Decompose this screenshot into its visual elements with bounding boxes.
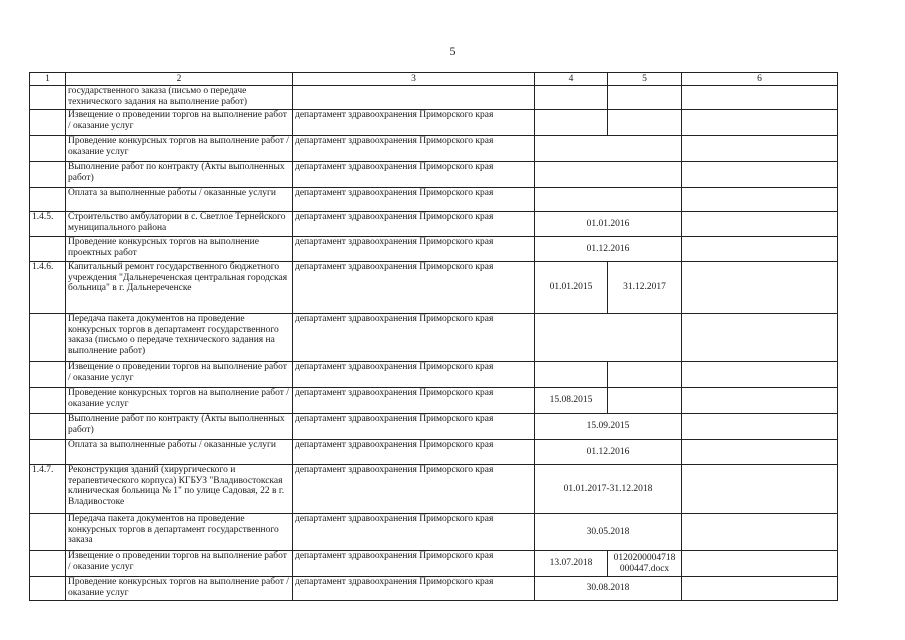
department-cell: департамент здравоохранения Приморского края — [293, 237, 535, 262]
note-cell — [682, 551, 838, 577]
table-row — [30, 162, 838, 188]
task-cell: Выполнение работ по контракту (Акты выполненных работ) — [66, 162, 293, 188]
date-cell: 01.01.2016 — [535, 212, 682, 237]
department-cell: департамент здравоохранения Приморского края — [293, 314, 535, 362]
start-date-cell — [535, 86, 608, 110]
note-cell — [682, 136, 838, 162]
page-number: 5 — [449, 44, 456, 58]
start-date-cell: 01.01.2015 — [535, 262, 608, 314]
date-cell: 01.01.2017-31.12.2018 — [535, 465, 682, 514]
department-cell: департамент здравоохранения Приморского края — [293, 262, 535, 314]
item-number-cell — [30, 136, 66, 162]
task-cell: Извещение о проведении торгов на выполнение работ / оказание услуг — [66, 362, 293, 388]
task-cell: Извещение о проведении торгов на выполнение работ / оказание услуг — [66, 110, 293, 136]
note-cell — [682, 188, 838, 212]
date-cell: 15.09.2015 — [535, 414, 682, 440]
header-cell-1: 1 — [30, 73, 66, 86]
header-cell-2: 2 — [66, 73, 293, 86]
item-number-cell — [30, 110, 66, 136]
task-cell: Проведение конкурсных торгов на выполнение работ / оказание услуг — [66, 136, 293, 162]
table-body — [30, 73, 838, 601]
note-cell — [682, 514, 838, 551]
item-number-cell — [30, 237, 66, 262]
table-row — [30, 212, 838, 237]
note-cell — [682, 362, 838, 388]
task-cell: Проведение конкурсных торгов на выполнение работ / оказание услуг — [66, 388, 293, 414]
header-cell-5: 5 — [608, 73, 682, 86]
department-cell: департамент здравоохранения Приморского края — [293, 110, 535, 136]
department-cell — [293, 86, 535, 110]
header-cell-4: 4 — [535, 73, 608, 86]
table-row — [30, 136, 838, 162]
task-cell: Оплата за выполненные работы / оказанные услуги — [66, 188, 293, 212]
department-cell: департамент здравоохранения Приморского края — [293, 388, 535, 414]
table-row — [30, 314, 838, 362]
table-row — [30, 262, 838, 314]
item-number-cell — [30, 362, 66, 388]
table-row — [30, 237, 838, 262]
department-cell: департамент здравоохранения Приморского края — [293, 551, 535, 577]
start-date-cell: 15.08.2015 — [535, 388, 608, 414]
table-row — [30, 110, 838, 136]
department-cell: департамент здравоохранения Приморского края — [293, 440, 535, 465]
date-cell: 01.12.2016 — [535, 440, 682, 465]
note-cell — [682, 237, 838, 262]
table-row — [30, 414, 838, 440]
note-cell — [682, 212, 838, 237]
date-cell — [535, 314, 682, 362]
start-date-cell — [535, 110, 608, 136]
department-cell: департамент здравоохранения Приморского края — [293, 577, 535, 601]
end-date-cell — [608, 388, 682, 414]
note-cell — [682, 162, 838, 188]
department-cell: департамент здравоохранения Приморского края — [293, 162, 535, 188]
date-cell — [535, 188, 682, 212]
note-cell — [682, 86, 838, 110]
note-cell — [682, 262, 838, 314]
department-cell: департамент здравоохранения Приморского края — [293, 362, 535, 388]
task-cell: Проведение конкурсных торгов на выполнение проектных работ — [66, 237, 293, 262]
end-date-cell — [608, 362, 682, 388]
item-number-cell — [30, 314, 66, 362]
item-number-cell — [30, 577, 66, 601]
task-cell: Выполнение работ по контракту (Акты выполненных работ) — [66, 414, 293, 440]
task-cell: Извещение о проведении торгов на выполнение работ / оказание услуг — [66, 551, 293, 577]
table-row — [30, 514, 838, 551]
start-date-cell — [535, 362, 608, 388]
table-row — [30, 86, 838, 110]
plan-table — [29, 72, 838, 601]
department-cell: департамент здравоохранения Приморского края — [293, 188, 535, 212]
end-date-cell: 0120200004718 000447.docx — [608, 551, 682, 577]
task-cell: Проведение конкурсных торгов на выполнение работ / оказание услуг — [66, 577, 293, 601]
task-cell: Передача пакета документов на проведение конкурсных торгов в департамент государственного заказа — [66, 514, 293, 551]
table-row — [30, 551, 838, 577]
item-number-cell — [30, 514, 66, 551]
start-date-cell: 13.07.2018 — [535, 551, 608, 577]
header-row — [30, 73, 838, 86]
table-row — [30, 440, 838, 465]
table-row — [30, 188, 838, 212]
date-cell: 01.12.2016 — [535, 237, 682, 262]
department-cell: департамент здравоохранения Приморского края — [293, 136, 535, 162]
item-number-cell — [30, 162, 66, 188]
task-cell: Оплата за выполненные работы / оказанные услуги — [66, 440, 293, 465]
item-number-cell: 1.4.7. — [30, 465, 66, 514]
item-number-cell — [30, 188, 66, 212]
header-cell-3: 3 — [293, 73, 535, 86]
header-cell-6: 6 — [682, 73, 838, 86]
note-cell — [682, 577, 838, 601]
department-cell: департамент здравоохранения Приморского края — [293, 514, 535, 551]
end-date-cell — [608, 110, 682, 136]
note-cell — [682, 388, 838, 414]
task-cell: государственного заказа (письмо о передаче технического задания на выполнение работ) — [66, 86, 293, 110]
note-cell — [682, 440, 838, 465]
end-date-cell: 31.12.2017 — [608, 262, 682, 314]
task-cell: Капитальный ремонт государственного бюджетного учреждения "Дальнереченская центральная городская больница" в г. Дальнереченске — [66, 262, 293, 314]
note-cell — [682, 465, 838, 514]
table-row — [30, 465, 838, 514]
task-cell: Реконструкция зданий (хирургического и терапевтического корпуса) КГБУЗ "Владивостокская клиническая больница № 1" по улице Садовая, 22 в г. Владивостоке — [66, 465, 293, 514]
note-cell — [682, 110, 838, 136]
item-number-cell — [30, 388, 66, 414]
department-cell: департамент здравоохранения Приморского края — [293, 212, 535, 237]
task-cell: Строительство амбулатории в с. Светлое Тернейского муниципального района — [66, 212, 293, 237]
table-row — [30, 577, 838, 601]
note-cell — [682, 314, 838, 362]
table-row — [30, 362, 838, 388]
item-number-cell — [30, 86, 66, 110]
item-number-cell — [30, 551, 66, 577]
end-date-cell — [608, 86, 682, 110]
table-row — [30, 388, 838, 414]
task-cell: Передача пакета документов на проведение конкурсных торгов в департамент государственного заказа (письмо о передаче технического задания на выполнение работ) — [66, 314, 293, 362]
item-number-cell: 1.4.5. — [30, 212, 66, 237]
date-cell — [535, 162, 682, 188]
item-number-cell: 1.4.6. — [30, 262, 66, 314]
note-cell — [682, 414, 838, 440]
date-cell — [535, 136, 682, 162]
date-cell: 30.05.2018 — [535, 514, 682, 551]
item-number-cell — [30, 414, 66, 440]
department-cell: департамент здравоохранения Приморского края — [293, 465, 535, 514]
date-cell: 30.08.2018 — [535, 577, 682, 601]
department-cell: департамент здравоохранения Приморского края — [293, 414, 535, 440]
item-number-cell — [30, 440, 66, 465]
